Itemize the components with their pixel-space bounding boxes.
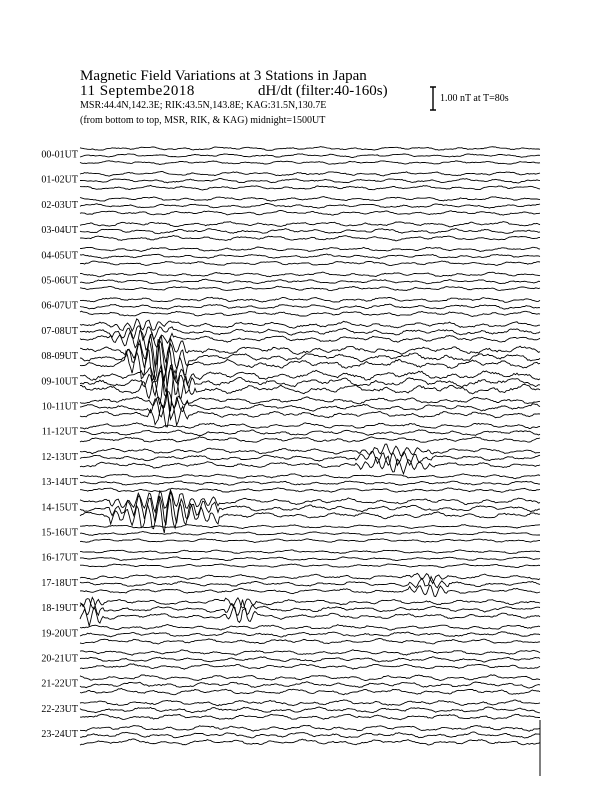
trace-kag bbox=[80, 247, 540, 252]
trace-kag bbox=[80, 573, 540, 583]
row-label: 18-19UT bbox=[41, 603, 78, 615]
trace-kag bbox=[80, 272, 540, 277]
scale-bar-label: 1.00 nT at T=80s bbox=[440, 93, 509, 104]
trace-msr bbox=[80, 211, 540, 216]
row-label: 21-22UT bbox=[41, 678, 78, 690]
trace-kag bbox=[80, 474, 540, 479]
trace-msr bbox=[80, 739, 540, 745]
trace-msr bbox=[80, 161, 540, 165]
row-label: 16-17UT bbox=[41, 552, 78, 564]
trace-rik bbox=[80, 204, 540, 209]
trace-kag bbox=[80, 172, 540, 177]
row-label: 22-23UT bbox=[41, 703, 78, 715]
trace-rik bbox=[80, 682, 540, 688]
chart-title: Magnetic Field Variations at 3 Stations in Japan bbox=[80, 68, 367, 84]
chart-date: 11 Septembe2018 bbox=[80, 83, 195, 99]
trace-msr bbox=[80, 539, 540, 543]
trace-msr bbox=[80, 714, 540, 720]
row-label: 13-14UT bbox=[41, 477, 78, 489]
trace-kag bbox=[80, 197, 540, 201]
trace-rik bbox=[80, 732, 540, 738]
trace-rik bbox=[80, 481, 540, 485]
trace-msr bbox=[80, 585, 540, 597]
trace-msr bbox=[80, 688, 540, 694]
trace-kag bbox=[80, 625, 540, 631]
trace-kag bbox=[80, 297, 540, 302]
trace-msr bbox=[80, 564, 540, 568]
trace-kag bbox=[80, 550, 540, 554]
trace-order-note: (from bottom to top, MSR, RIK, & KAG) midnight=1500UT bbox=[80, 115, 326, 126]
trace-rik bbox=[80, 304, 540, 309]
row-label: 03-04UT bbox=[41, 225, 78, 237]
trace-msr bbox=[80, 639, 540, 645]
trace-kag bbox=[80, 675, 540, 681]
trace-msr bbox=[80, 286, 540, 291]
trace-kag bbox=[80, 147, 540, 151]
trace-rik bbox=[80, 532, 540, 536]
trace-rik bbox=[80, 707, 540, 713]
trace-rik bbox=[80, 597, 540, 615]
trace-kag bbox=[80, 444, 540, 456]
row-label: 11-12UT bbox=[41, 426, 78, 438]
row-label: 12-13UT bbox=[41, 451, 78, 463]
trace-kag bbox=[80, 525, 540, 529]
row-label: 20-21UT bbox=[41, 653, 78, 665]
trace-rik bbox=[80, 557, 540, 561]
trace-group bbox=[80, 147, 540, 776]
trace-rik bbox=[80, 657, 540, 662]
station-coordinates: MSR:44.4N,142.3E; RIK:43.5N,143.8E; KAG:31.5N,130.7E bbox=[80, 100, 327, 111]
row-label: 05-06UT bbox=[41, 275, 78, 287]
trace-rik bbox=[80, 229, 540, 234]
trace-msr bbox=[80, 236, 540, 241]
trace-rik bbox=[80, 179, 540, 184]
trace-kag bbox=[80, 650, 540, 656]
trace-rik bbox=[80, 254, 540, 259]
row-label: 10-11UT bbox=[41, 401, 78, 413]
chart-quantity: dH/dt (filter:40-160s) bbox=[258, 83, 388, 99]
row-label: 01-02UT bbox=[41, 174, 78, 186]
row-label: 00-01UT bbox=[41, 149, 78, 161]
trace-msr bbox=[80, 437, 540, 443]
trace-msr bbox=[80, 311, 540, 316]
row-label: 08-09UT bbox=[41, 351, 78, 363]
row-label: 02-03UT bbox=[41, 199, 78, 211]
trace-kag bbox=[80, 365, 540, 393]
trace-rik bbox=[80, 279, 540, 284]
trace-msr bbox=[80, 456, 540, 474]
row-label: 19-20UT bbox=[41, 628, 78, 640]
trace-rik bbox=[80, 430, 540, 436]
row-label: 14-15UT bbox=[41, 502, 78, 514]
trace-rik bbox=[80, 368, 540, 397]
trace-kag bbox=[80, 423, 540, 429]
row-label: 04-05UT bbox=[41, 250, 78, 262]
trace-msr bbox=[80, 185, 540, 190]
row-label: 15-16UT bbox=[41, 527, 78, 539]
trace-msr bbox=[80, 488, 540, 493]
trace-msr bbox=[80, 261, 540, 266]
trace-rik bbox=[80, 154, 540, 158]
row-label: 09-10UT bbox=[41, 376, 78, 388]
trace-rik bbox=[80, 326, 540, 340]
trace-rik bbox=[80, 632, 540, 637]
trace-kag bbox=[80, 222, 540, 227]
scale-bar-line bbox=[430, 87, 436, 110]
trace-kag bbox=[80, 725, 540, 731]
row-labels bbox=[41, 150, 78, 741]
row-label: 07-08UT bbox=[41, 325, 78, 337]
trace-kag bbox=[80, 598, 540, 609]
trace-kag bbox=[80, 392, 540, 409]
scale-bar bbox=[430, 87, 436, 110]
trace-msr bbox=[80, 339, 540, 382]
row-label: 06-07UT bbox=[41, 300, 78, 312]
row-label: 23-24UT bbox=[41, 729, 78, 741]
trace-msr bbox=[80, 664, 540, 669]
row-label: 17-18UT bbox=[41, 577, 78, 589]
trace-kag bbox=[80, 700, 540, 706]
trace-kag bbox=[80, 319, 540, 331]
